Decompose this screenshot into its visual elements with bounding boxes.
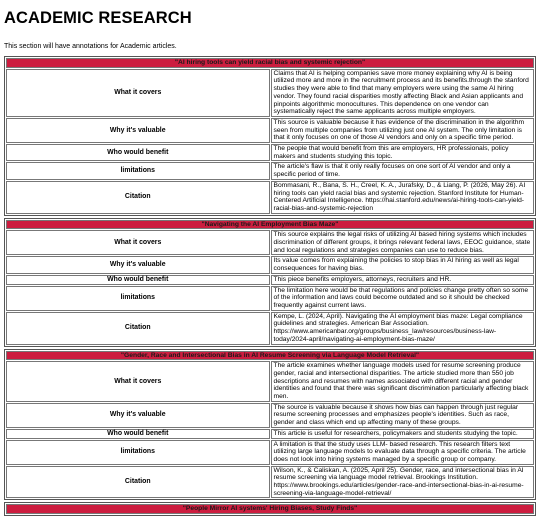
row-value-what-it-covers: This source explains the legal risks of utilizing AI based hiring systems which includes discrimination of different groups, it brings relevant federal laws, EEOC guidance, state and local regulations and strategies companies can use to reduce bias.	[271, 230, 535, 255]
annotation-heading: "Gender, Race and Intersectional Bias in AI Resume Screening via Language Model Retrieval"	[6, 351, 534, 361]
annotation-table-1	[4, 56, 536, 216]
row-label-limitations: limitations	[6, 162, 270, 179]
row-label-citation: Citation	[6, 312, 270, 345]
row-value-citation: Bommasani, R., Bana, S. H., Creel, K. A., Jurafsky, D., & Liang, P. (2026, May 26). AI hiring tools can yield racial bias and systemic rejection. Stanford Institute for Human-Centered Artificial Intelligence. https://hai.stanford.edu/news/ai-hiring-tools-can-yield-racial-bias-and-systemic-rejection	[271, 181, 535, 214]
row-value-who-would-benefit: This piece benefits employers, attorneys, recruiters and HR.	[271, 275, 535, 285]
annotations-list	[4, 56, 536, 516]
row-value-citation: Wilson, K., & Caliskan, A. (2025, April 25). Gender, race, and intersectional bias in AI resume screening via language model retrieval. Brookings Institution. https://www.brookings.edu/articles/gender-race-and-intersectional-bias-in-ai-resume-screening-via-language-model-retrieval/	[271, 466, 535, 499]
row-value-why-valuable: This source is valuable because it has evidence of the discrimination in the algorithm seen from multiple companies from utilizing just one AI system. The only limitation is that it only focuses on one of those AI vendors and only on a specific time period.	[271, 118, 535, 143]
row-label-why-valuable: Why it's valuable	[6, 256, 270, 273]
row-value-what-it-covers: The article examines whether language models used for resume screening produce gender, racial and intersectional disparities. The article studied more than 550 job descriptions and resumes with names associated with different racial and gender identities and found that there was significant discrimination particularly affecting black men.	[271, 361, 535, 402]
row-label-what-it-covers: What it covers	[6, 69, 270, 117]
row-value-why-valuable: The source is valuable because it shows how bias can happen through just regular resume screening processes and emphasizes people's identities. Such as race, gender and class which end up affecting many of these groups.	[271, 403, 535, 428]
row-label-why-valuable: Why it's valuable	[6, 118, 270, 143]
row-label-what-it-covers: What it covers	[6, 361, 270, 402]
row-label-who-would-benefit: Who would benefit	[6, 429, 270, 439]
row-value-limitations: The limitation here would be that regulations and policies change pretty often so some of the information and laws could become outdated and so it should be checked frequently against current laws.	[271, 286, 535, 311]
annotation-heading: "Navigating the AI Employment Bias Maze"	[6, 220, 534, 230]
document-page	[0, 9, 540, 513]
row-value-limitations: The article's flaw is that it only really focuses on one sort of AI vendor and only a specific period of time.	[271, 162, 535, 179]
row-label-citation: Citation	[6, 181, 270, 214]
row-label-why-valuable: Why it's valuable	[6, 403, 270, 428]
annotation-heading: "People Mirror AI systems' Hiring Biases, Study Finds"	[6, 504, 534, 514]
row-label-limitations: limitations	[6, 286, 270, 311]
annotation-table-3	[4, 349, 536, 501]
row-value-citation: Kempe, L. (2024, April). Navigating the AI employment bias maze: Legal compliance guidelines and strategies. American Bar Association. https://www.americanbar.org/groups/business_law/resources/business-law-today/2024-april/navigating-ai-employment-bias-maze/	[271, 312, 535, 345]
row-label-citation: Citation	[6, 466, 270, 499]
row-label-who-would-benefit: Who would benefit	[6, 275, 270, 285]
page-intro: This section will have annotations for Academic articles.	[4, 43, 177, 50]
annotation-heading: "AI hiring tools can yield racial bias and systemic rejection"	[6, 58, 534, 68]
annotation-table-4	[4, 502, 536, 516]
row-value-why-valuable: Its value comes from explaining the policies to stop bias in AI hiring as well as legal consequences for having bias.	[271, 256, 535, 273]
row-value-who-would-benefit: The people that would benefit from this are employers, HR professionals, policy makers and students studying this topic.	[271, 144, 535, 161]
row-value-who-would-benefit: This article is useful for researchers, policymakers and students studying the topic.	[271, 429, 535, 439]
annotation-table-2	[4, 218, 536, 347]
row-label-what-it-covers: What it covers	[6, 230, 270, 255]
row-label-limitations: limitations	[6, 440, 270, 465]
page-title: ACADEMIC RESEARCH	[4, 9, 192, 27]
row-value-what-it-covers: Claims that AI is helping companies save more money explaining why AI is being utilized more and more in the recruitment process and its benefits.through the stanford studies they were able to find that many employers were using the same AI hiring vendor. They found racial disparities mostly affecting Black and Asian applicants and pinpoints algorithmic monocultures. This dependence on one vendor can systematically reject the same applicants across multiple employers.	[271, 69, 535, 117]
row-label-who-would-benefit: Who would benefit	[6, 144, 270, 161]
row-value-limitations: A limitation is that the study uses LLM- based research. This research filters text utilizing large language models to evaluate data through a specific criteria. The article does not look into hiring systems managed by a specific group or company.	[271, 440, 535, 465]
